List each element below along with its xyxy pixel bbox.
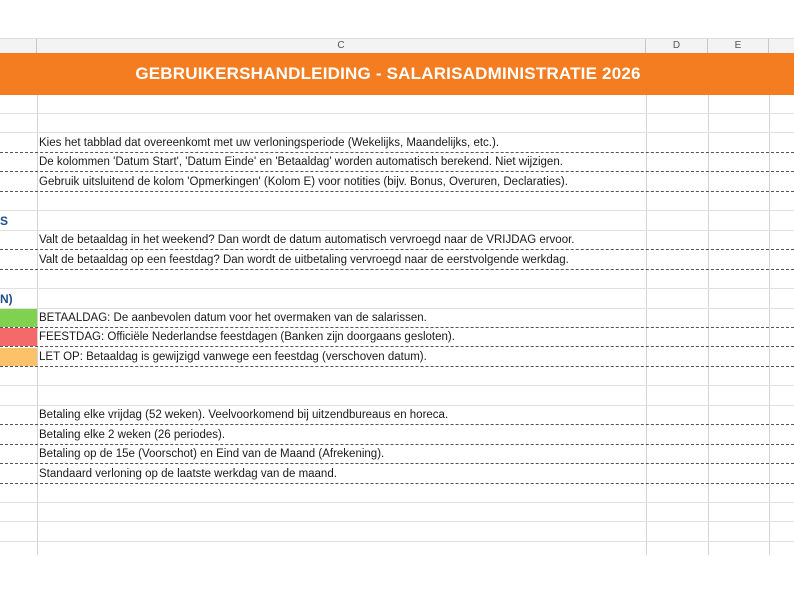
cell-a[interactable]	[0, 387, 37, 405]
column-header-c[interactable]: C	[37, 39, 646, 53]
column-header-f[interactable]	[769, 39, 794, 53]
table-row[interactable]	[0, 465, 794, 484]
page-margin	[0, 555, 794, 595]
table-row[interactable]	[0, 348, 794, 367]
table-row[interactable]	[0, 387, 794, 406]
instruction-text: Valt de betaaldag op een feestdag? Dan wordt de uitbetaling vervroegd naar de eerstvolgende werkdag.	[39, 253, 569, 266]
cell-a[interactable]	[0, 173, 37, 191]
table-row[interactable]	[0, 367, 794, 386]
cell-a[interactable]	[0, 192, 37, 210]
instruction-text: FEESTDAG: Officiële Nederlandse feestdagen (Banken zijn doorgaans gesloten).	[39, 331, 455, 344]
cell-a[interactable]	[0, 406, 37, 424]
cell-a[interactable]	[0, 270, 37, 288]
cell-a[interactable]	[0, 153, 37, 171]
cell-a[interactable]	[0, 503, 37, 521]
table-row[interactable]	[0, 309, 794, 328]
instruction-text: Gebruik uitsluitend de kolom 'Opmerkingen' (Kolom E) voor notities (bijv. Bonus, Overuren, Declaraties).	[39, 175, 568, 188]
cell-a[interactable]	[0, 114, 37, 132]
table-row[interactable]	[0, 484, 794, 503]
table-row[interactable]	[0, 173, 794, 192]
table-row[interactable]	[0, 251, 794, 270]
table-row[interactable]	[0, 290, 794, 309]
table-row[interactable]	[0, 134, 794, 153]
section-heading-fragment: S	[0, 213, 9, 228]
cell-a[interactable]	[0, 251, 37, 269]
table-row[interactable]	[0, 231, 794, 250]
column-header-bar	[0, 38, 794, 54]
table-row[interactable]	[0, 153, 794, 172]
instruction-text: Betaling op de 15e (Voorschot) en Eind van de Maand (Afrekening).	[39, 448, 385, 461]
cell-a[interactable]	[0, 134, 37, 152]
legend-color-swatch[interactable]	[0, 328, 37, 346]
legend-color-swatch[interactable]	[0, 309, 37, 327]
instruction-text: De kolommen 'Datum Start', 'Datum Einde' en 'Betaaldag' worden automatisch berekend. Niet wijzigen.	[39, 156, 563, 169]
spreadsheet-grid[interactable]	[0, 95, 794, 555]
cell-a[interactable]	[0, 523, 37, 541]
instruction-text: Betaling elke 2 weken (26 periodes).	[39, 428, 226, 441]
table-row[interactable]	[0, 445, 794, 464]
table-row[interactable]	[0, 406, 794, 425]
page-title: GEBRUIKERSHANDLEIDING - SALARISADMINISTRATIE 2026	[135, 64, 641, 83]
table-row[interactable]	[0, 270, 794, 289]
table-row[interactable]	[0, 192, 794, 211]
table-row[interactable]	[0, 114, 794, 133]
instruction-text: Valt de betaaldag in het weekend? Dan wordt de datum automatisch vervroegd naar de VRIJDAG ervoor.	[39, 234, 575, 247]
instruction-text: BETAALDAG: De aanbevolen datum voor het overmaken van de salarissen.	[39, 311, 427, 324]
legend-color-swatch[interactable]	[0, 348, 37, 366]
column-header-a[interactable]	[0, 39, 37, 53]
cell-a[interactable]	[0, 231, 37, 249]
table-row[interactable]	[0, 95, 794, 114]
cell-a[interactable]	[0, 426, 37, 444]
table-row[interactable]	[0, 503, 794, 522]
column-header-e[interactable]: E	[708, 39, 769, 53]
cell-a[interactable]	[0, 367, 37, 385]
cell-a[interactable]	[0, 445, 37, 463]
cell-a[interactable]	[0, 465, 37, 483]
table-row[interactable]	[0, 212, 794, 231]
instruction-text: LET OP: Betaaldag is gewijzigd vanwege een feestdag (verschoven datum).	[39, 350, 427, 363]
cell-a[interactable]	[0, 95, 37, 113]
cell-a[interactable]	[0, 484, 37, 502]
instruction-text: Kies het tabblad dat overeenkomt met uw verloningsperiode (Wekelijks, Maandelijks, etc.).	[39, 136, 500, 149]
title-banner[interactable]	[0, 53, 794, 95]
section-heading-fragment: N)	[0, 291, 13, 306]
column-header-d[interactable]: D	[646, 39, 708, 53]
instruction-text: Betaling elke vrijdag (52 weken). Veelvoorkomend bij uitzendbureaus en horeca.	[39, 409, 449, 422]
instruction-text: Standaard verloning op de laatste werkdag van de maand.	[39, 467, 337, 480]
table-row[interactable]	[0, 523, 794, 542]
table-row[interactable]	[0, 328, 794, 347]
table-row[interactable]	[0, 426, 794, 445]
